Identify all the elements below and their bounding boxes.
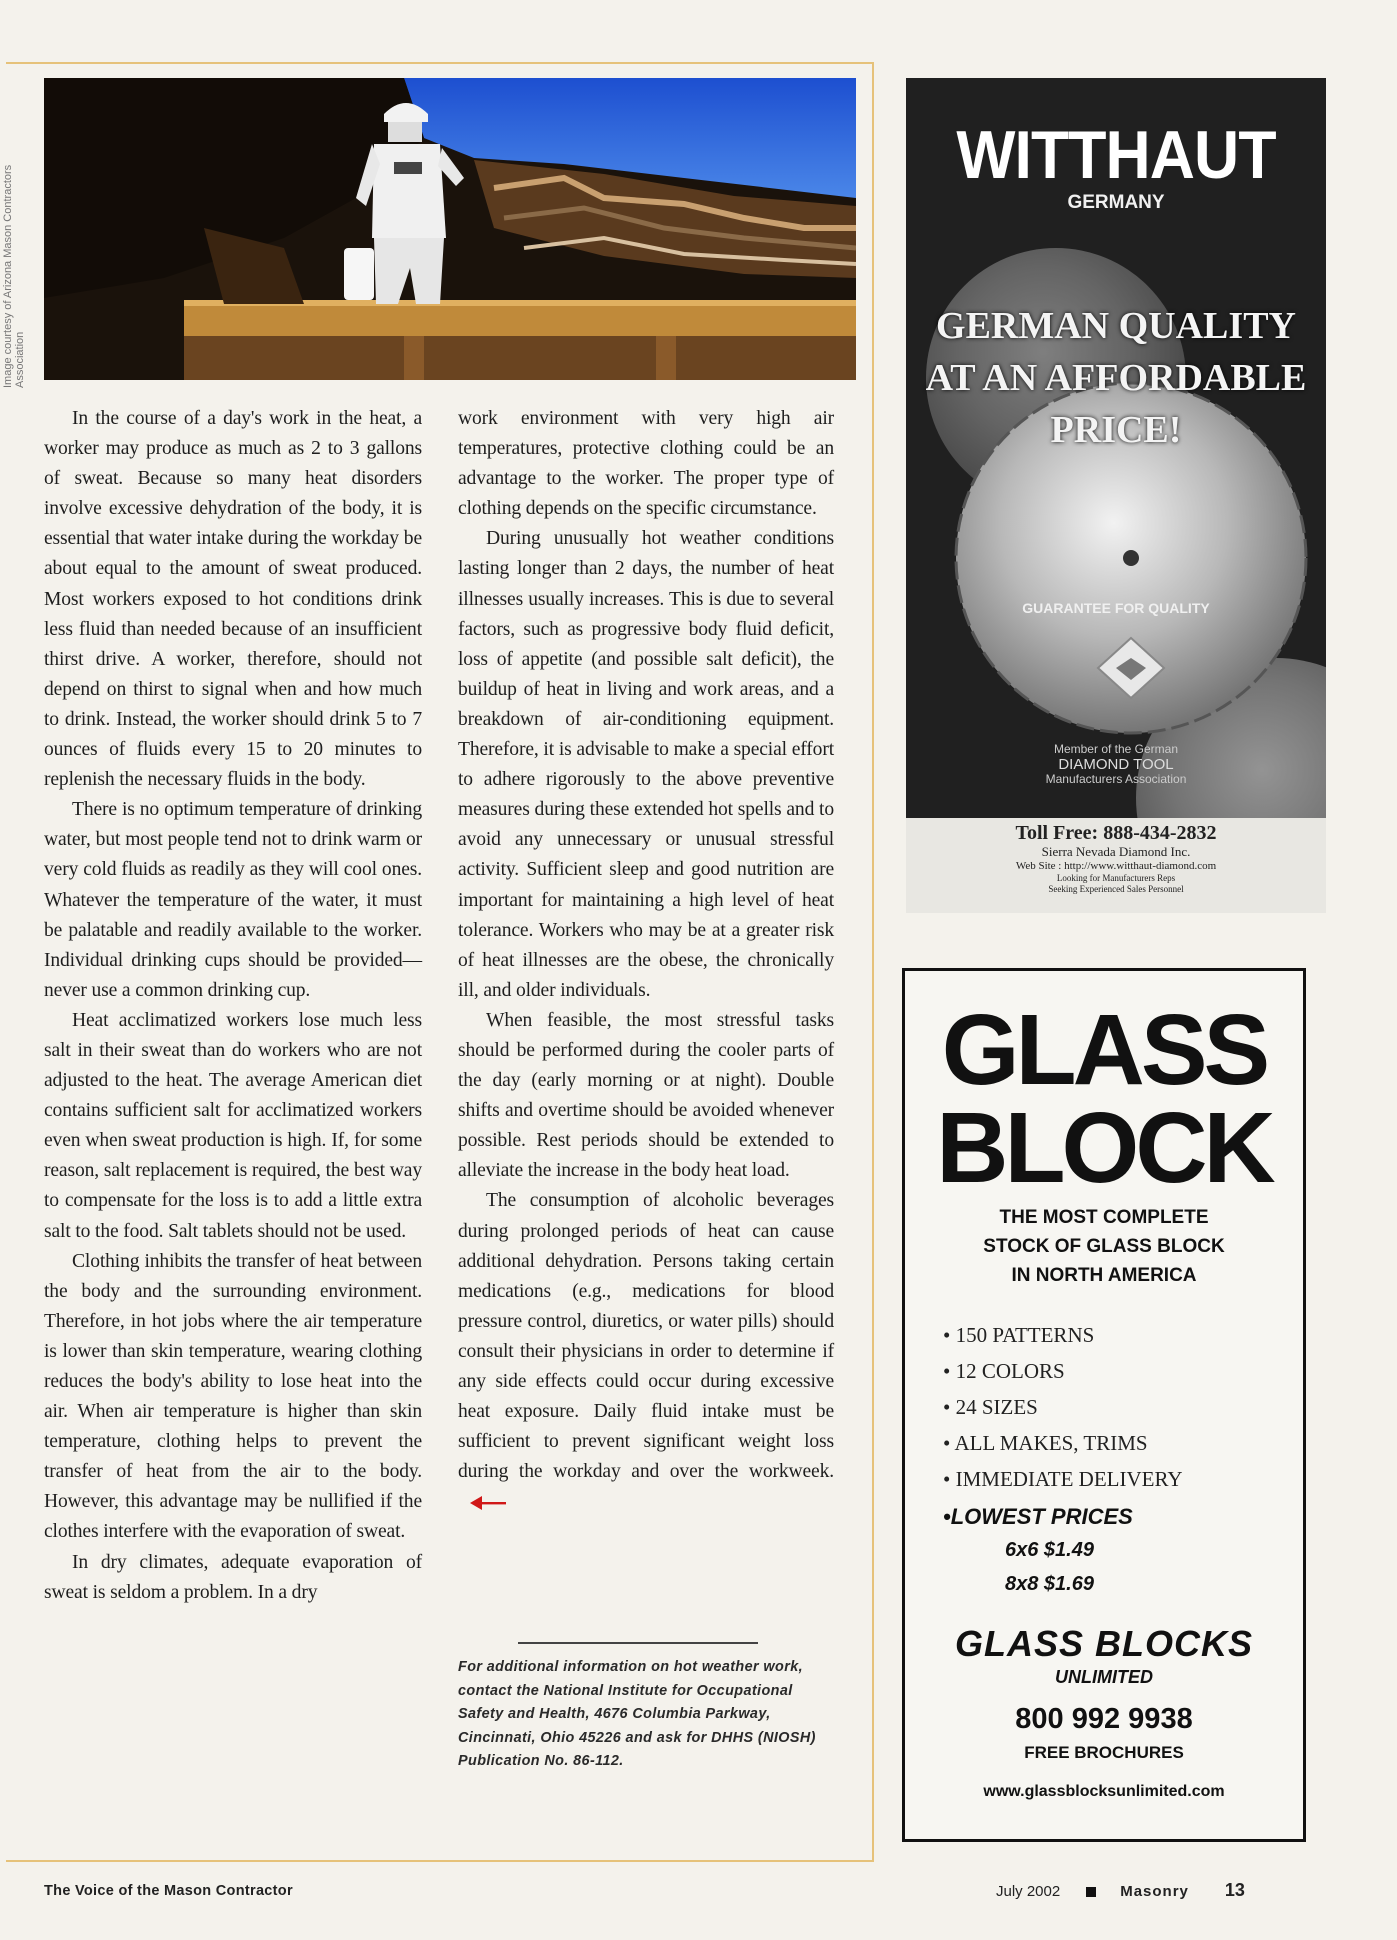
glass-blocks-phone[interactable]: 800 992 9938 [1015,1703,1193,1735]
witthaut-contact [906,822,1326,895]
member-line: DIAMOND TOOL [1058,756,1174,773]
feature-item: • ALL MAKES, TRIMS [943,1425,1283,1461]
article-paragraph: There is no optimum temperature of drinking water, but most people tend not to drink warm or very cold fluids as readily as they will cool ones. Whatever the temperature of the water, it must be palatable and readily available to the worker. Individual drinking cups should be provided—never use a common drinking cup. [44,799,422,1001]
subtitle-line: IN NORTH AMERICA [1011,1265,1197,1286]
witthaut-brand: WITTHAUT [956,117,1276,193]
footer-tagline: The Voice of the Mason Contractor [44,1883,293,1899]
article-paragraph: Heat acclimatized workers lose much less salt in their sweat than do workers who are not adjusted to the heat. The average American diet contains sufficient salt for acclimatized workers even when sweat production is high. If, for some reason, salt replacement is required, the best way to compensate for the loss is to add a little extra salt to the food. Salt tablets should not be used. [44,1009,422,1242]
article-paragraph-last [458,1186,834,1517]
article-paragraph-text: The consumption of alcoholic beverages during prolonged periods of heat can cause additional dehydration. Persons taking certain medications (e.g., medications for blood pressure control, diuretics, or water pills) should consult their physicians in order to determine if any side effects could occur during excessive heat exposure. Daily fluid intake must be sufficient to prevent significant weight loss during the workday and over the workweek. [458,1190,834,1483]
article-paragraph: During unusually hot weather conditions lasting longer than 2 days, the number of heat illnesses usually increases. This is due to several factors, such as progressive body fluid deficit, loss of appetite (and possible salt deficit), the buildup of heat in living and work areas, and a breakdown of air-conditioning equipment. Therefore, it is advisable to make a special effort to adhere rigorously to the above preventive measures during these extended hot spells and to avoid any unnecessary or unusual stressful activity. Sufficient sleep and good nutrition are important for maintaining a high level of heat tolerance. Workers who may be at a greater risk of heat illnesses are the obese, the chronically ill, and older individuals. [458,528,834,1001]
mason-worker-photo [44,78,856,380]
article-paragraph: work environment with very high air temperatures, protective clothing could be an advantage to the worker. The proper type of clothing depends on the specific circumstance. [458,408,834,520]
feature-list [943,1317,1283,1497]
witthaut-membership [996,742,1236,787]
glass-blocks-company: GLASS BLOCKS [954,1623,1253,1664]
glass-block-advertisement[interactable] [902,968,1306,1842]
feature-item: • 24 SIZES [943,1389,1283,1425]
page-number: 13 [1224,1880,1245,1900]
witthaut-slogan: GERMAN QUALITY AT AN AFFORDABLE PRICE! [925,305,1307,451]
separator-square-icon [1086,1887,1096,1897]
source-note: For additional information on hot weather work, contact the National Institute for Occupational Safety and Health, 4676 Columbia Parkway, Cincinnati, Ohio 45226 and ask for DHHS (NIOSH) Publication No. 86-112. [458,1659,816,1769]
witthaut-guarantee: GUARANTEE FOR QUALITY [1022,600,1210,616]
article-paragraph: When feasible, the most stressful tasks should be performed during the cooler parts of the day (early morning or at night). Double shifts and overtime should be avoided whenever possible. Rest periods should be extended to alleviate the increase in the body heat load. [458,1009,834,1182]
free-brochures: FREE BROCHURES [1024,1743,1184,1762]
article-paragraph: In dry climates, adequate evaporation of sweat is seldom a problem. In a dry [44,1551,422,1603]
member-line: Manufacturers Association [1045,772,1187,786]
glass-block-subtitle [905,1203,1303,1290]
feature-item: • 12 COLORS [943,1353,1283,1389]
magazine-name: Masonry [1120,1883,1189,1900]
glass-blocks-website[interactable]: www.glassblocksunlimited.com [983,1783,1225,1800]
witthaut-sales: Seeking Experienced Sales Personnel [1048,884,1184,894]
photo-credit: Image courtesy of Arizona Mason Contractors Association [2,164,26,388]
article-column-left [44,404,422,1608]
article-paragraph: In the course of a day's work in the heat, a worker may produce as much as 2 to 3 gallons of sweat. Because so many heat disorders involve excessive dehydration of the body, it is essential that water intake during the workday be about equal to the amount of sweat produced. Most workers exposed to hot conditions drink less fluid than needed because of an insufficient thirst drive. A worker, therefore, should not depend on thirst to signal when and how much to drink. Instead, the worker should drink 5 to 7 ounces of fluids every 15 to 20 minutes to replenish the necessary fluids in the body. [44,408,422,791]
article-photo [44,78,856,380]
footer-folio [996,1880,1245,1901]
price-8x8: 8x8 $1.69 [1005,1573,1094,1595]
glass-block-title [905,994,1303,1204]
witthaut-reps: Looking for Manufacturers Reps [1056,873,1176,883]
feature-item: • IMMEDIATE DELIVERY [943,1461,1283,1497]
toll-free-number: Toll Free: 888-434-2832 [1015,822,1217,844]
title-line: BLOCK [936,1092,1272,1204]
subtitle-line: STOCK OF GLASS BLOCK [983,1236,1225,1257]
title-line: GLASS [941,994,1267,1106]
glass-blocks-unlimited: UNLIMITED [1055,1667,1153,1687]
witthaut-country: GERMANY [1067,192,1165,213]
article-paragraph: Clothing inhibits the transfer of heat between the body and the surrounding environment. Therefore, in hot jobs where the air temperature is lower than skin temperature, wearing clothing reduces the body's ability to lose heat into the air. When air temperature is higher than skin temperature, clothing helps to prevent the transfer of heat from the air to the body. However, this advantage may be nullified if the clothes interfere with the evaporation of sweat. [44,1250,422,1543]
witthaut-website[interactable]: Web Site : http://www.witthaut-diamond.com [1015,860,1217,872]
issue-date: July 2002 [996,1883,1061,1900]
witthaut-advertisement[interactable] [906,78,1326,913]
feature-item: • 150 PATTERNS [943,1317,1283,1353]
source-divider [518,1642,758,1644]
lowest-prices: • LOWEST PRICES [943,1499,1283,1535]
end-of-article-icon [468,1495,508,1511]
witthaut-company: Sierra Nevada Diamond Inc. [1041,844,1191,859]
member-line: Member of the German [1053,742,1179,756]
article-column-middle [458,404,834,1517]
subtitle-line: THE MOST COMPLETE [999,1207,1209,1228]
price-6x6: 6x6 $1.49 [1005,1539,1094,1561]
